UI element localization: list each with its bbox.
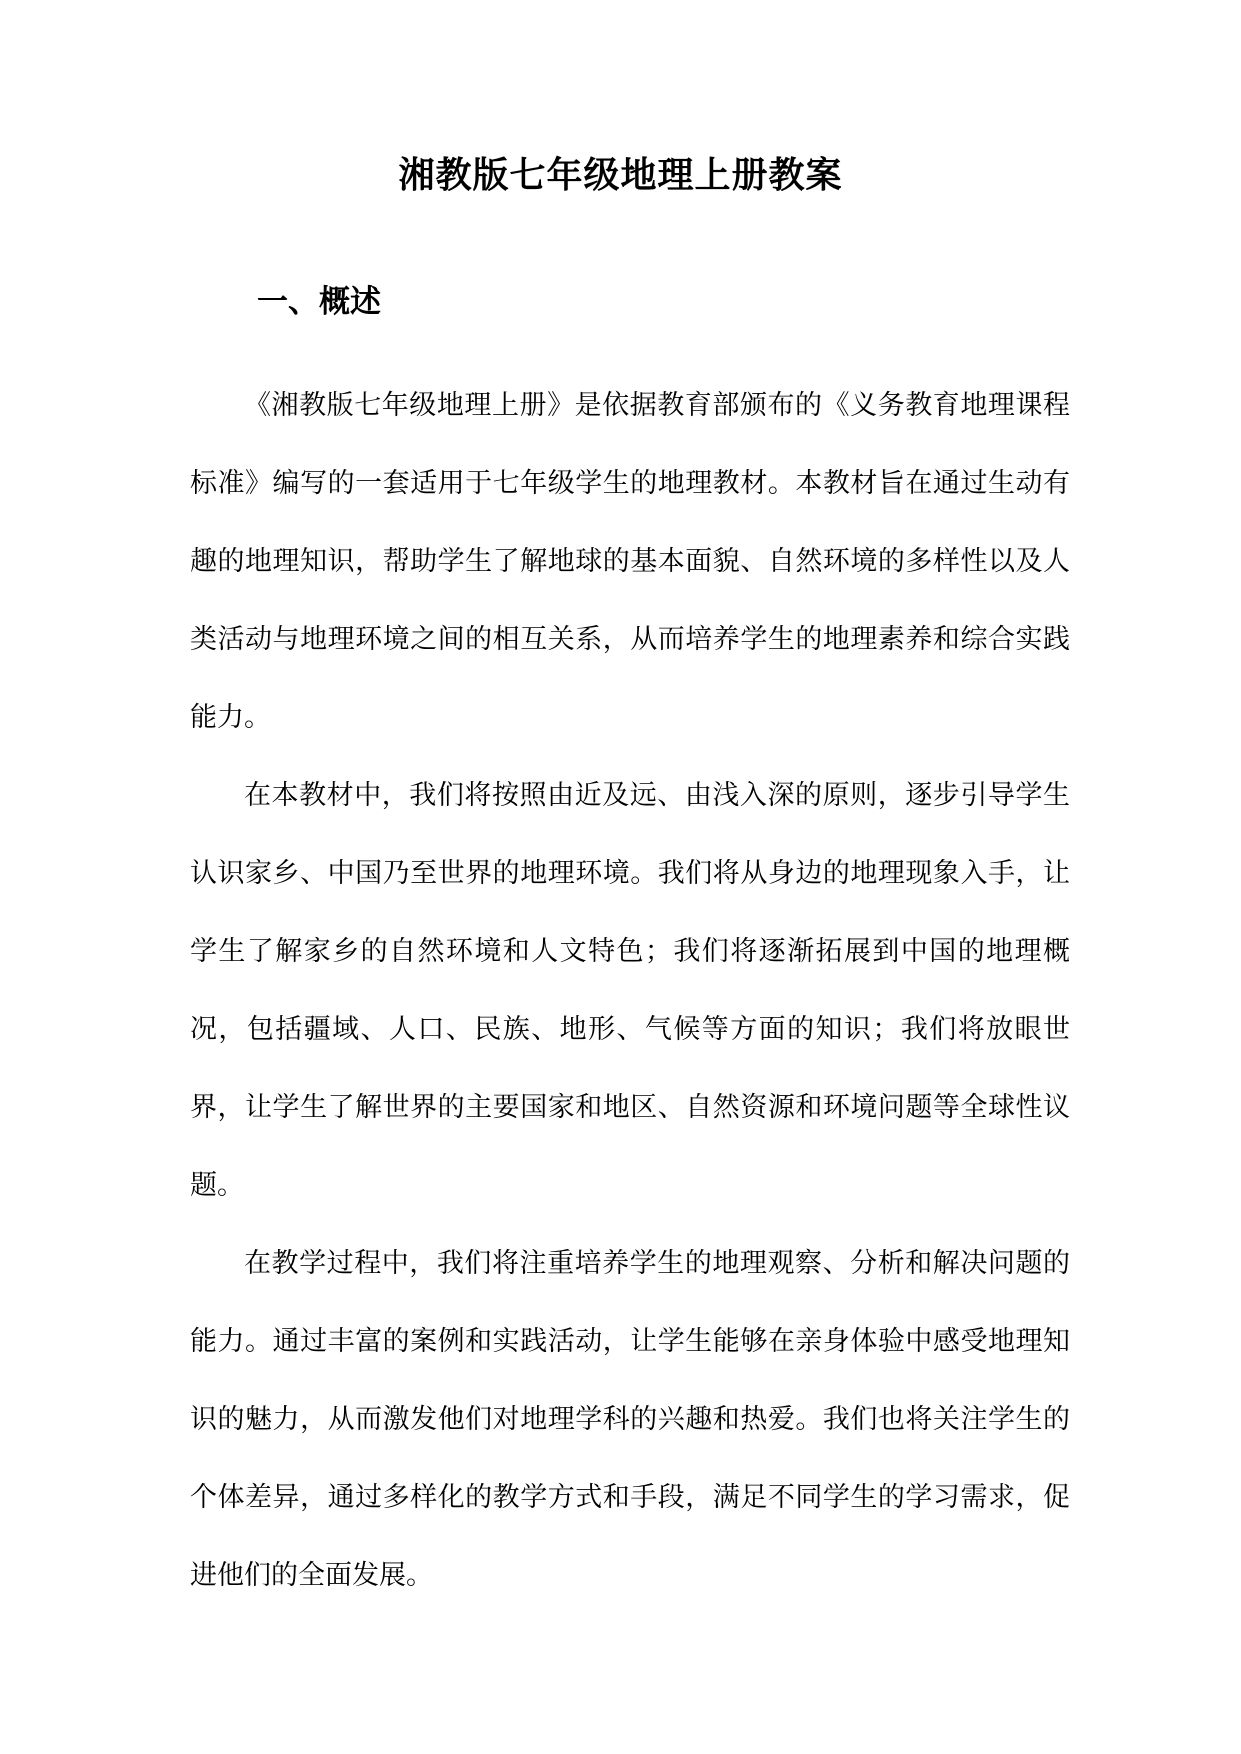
document-body	[190, 367, 1070, 1615]
paragraph-1: 《湘教版七年级地理上册》是依据教育部颁布的《义务教育地理课程标准》编写的一套适用于七年级学生的地理教材。本教材旨在通过生动有趣的地理知识，帮助学生了解地球的基本面貌、自然环境的多样性以及人类活动与地理环境之间的相互关系，从而培养学生的地理素养和综合实践能力。	[190, 390, 1070, 733]
paragraph-2: 在本教材中，我们将按照由近及远、由浅入深的原则，逐步引导学生认识家乡、中国乃至世界的地理环境。我们将从身边的地理现象入手，让学生了解家乡的自然环境和人文特色；我们将逐渐拓展到中国的地理概况，包括疆域、人口、民族、地形、气候等方面的知识；我们将放眼世界，让学生了解世界的主要国家和地区、自然资源和环境问题等全球性议题。	[190, 780, 1070, 1201]
document-title: 湘教版七年级地理上册教案	[398, 154, 843, 196]
section-heading-overview: 一、概述	[257, 284, 381, 320]
paragraph-3: 在教学过程中，我们将注重培养学生的地理观察、分析和解决问题的能力。通过丰富的案例和实践活动，让学生能够在亲身体验中感受地理知识的魅力，从而激发他们对地理学科的兴趣和热爱。我们也将关注学生的个体差异，通过多样化的教学方式和手段，满足不同学生的学习需求，促进他们的全面发展。	[190, 1248, 1070, 1591]
